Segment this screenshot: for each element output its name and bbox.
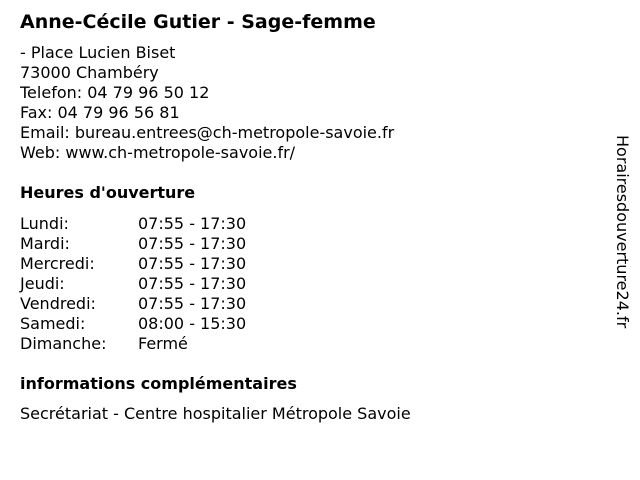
hours-day: Vendredi:: [20, 294, 96, 313]
hours-day: Jeudi:: [20, 274, 65, 293]
additional-info-text: Secrétariat - Centre hospitalier Métropole Savoie: [20, 404, 411, 423]
contact-block: [20, 43, 394, 163]
additional-info-heading: informations complémentaires: [20, 374, 297, 393]
email-address: Email: bureau.entrees@ch-metropole-savoie.fr: [20, 123, 395, 142]
opening-hours-table: [20, 214, 280, 354]
hours-row-tuesday: [20, 234, 280, 254]
hours-row-friday: [20, 294, 280, 314]
hours-row-monday: [20, 214, 280, 234]
hours-time: 07:55 - 17:30: [138, 214, 247, 233]
hours-time: 08:00 - 15:30: [138, 314, 247, 333]
hours-row-thursday: [20, 274, 280, 294]
hours-day: Dimanche:: [20, 334, 107, 353]
hours-day: Mercredi:: [20, 254, 95, 273]
hours-time: 07:55 - 17:30: [138, 234, 247, 253]
site-watermark: Horairesdouverture24.fr: [613, 135, 632, 329]
opening-hours-heading: Heures d'ouverture: [20, 183, 196, 202]
city-address: 73000 Chambéry: [20, 63, 159, 82]
hours-time: 07:55 - 17:30: [138, 274, 247, 293]
hours-row-wednesday: [20, 254, 280, 274]
phone-number: Telefon: 04 79 96 50 12: [20, 83, 210, 102]
page-title: Anne-Cécile Gutier - Sage-femme: [20, 11, 376, 33]
hours-day: Mardi:: [20, 234, 70, 253]
fax-number: Fax: 04 79 96 56 81: [20, 103, 180, 122]
hours-row-sunday: [20, 334, 280, 354]
hours-day: Samedi:: [20, 314, 86, 333]
website-address: Web: www.ch-metropole-savoie.fr/: [20, 143, 296, 162]
hours-time: Fermé: [138, 334, 188, 353]
hours-time: 07:55 - 17:30: [138, 294, 247, 313]
hours-time: 07:55 - 17:30: [138, 254, 247, 273]
hours-day: Lundi:: [20, 214, 69, 233]
street-address: - Place Lucien Biset: [20, 43, 176, 62]
hours-row-saturday: [20, 314, 280, 334]
